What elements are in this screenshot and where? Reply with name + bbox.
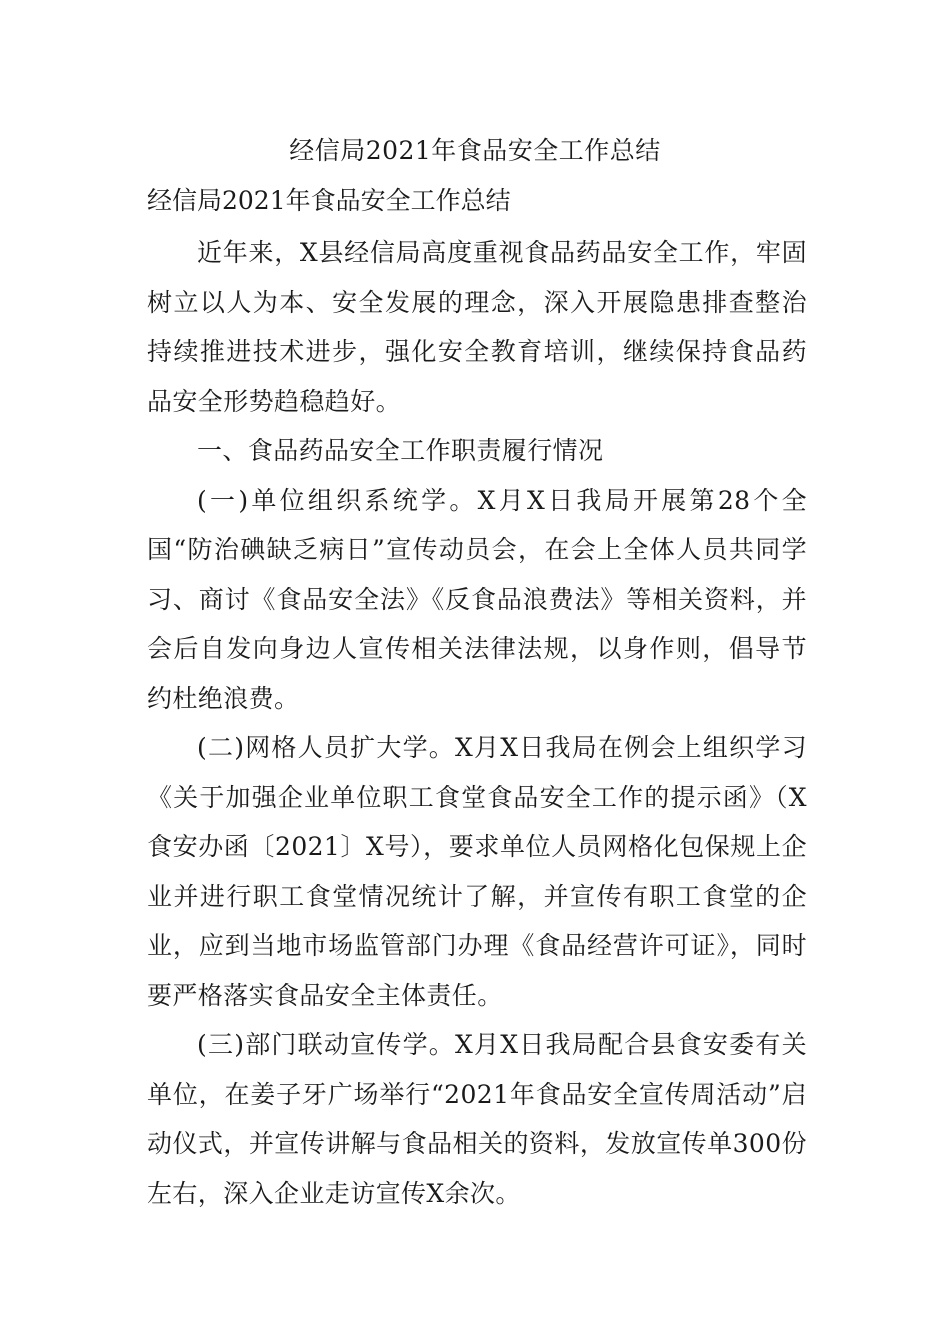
paragraph-item-3: (三)部门联动宣传学。X月X日我局配合县食安委有关单位，在姜子牙广场举行“2021年食品安全宣传周活动”启动仪式，并宣传讲解与食品相关的资料，发放宣传单300份左右，深入企业走访宣传X余次。 xyxy=(147,1030,807,1208)
paragraph-item-2: (二)网格人员扩大学。X月X日我局在例会上组织学习《关于加强企业单位职工食堂食品安全工作的提示函》（X食安办函〔2021〕X号），要求单位人员网格化包保规上企业并进行职工食堂情况统计了解，并宣传有职工食堂的企业，应到当地市场监管部门办理《食品经营许可证》，同时要严格落实食品安全主体责任。 xyxy=(147,733,807,1010)
document-body xyxy=(147,228,807,1218)
paragraph-intro: 近年来，X县经信局高度重视食品药品安全工作，牢固树立以人为本、安全发展的理念，深入开展隐患排查整治持续推进技术进步，强化安全教育培训，继续保持食品药品安全形势趋稳趋好。 xyxy=(147,238,807,416)
section-heading-duties: 一、食品药品安全工作职责履行情况 xyxy=(197,436,604,465)
paragraph-item-1: (一)单位组织系统学。X月X日我局开展第28个全国“防治碘缺乏病日”宣传动员会，在会上全体人员共同学习、商讨《食品安全法》《反食品浪费法》等相关资料，并会后自发向身边人宣传相关法律法规，以身作则，倡导节约杜绝浪费。 xyxy=(147,485,807,713)
document-title: 经信局2021年食品安全工作总结 xyxy=(289,136,661,165)
document-subtitle: 经信局2021年食品安全工作总结 xyxy=(147,186,511,215)
